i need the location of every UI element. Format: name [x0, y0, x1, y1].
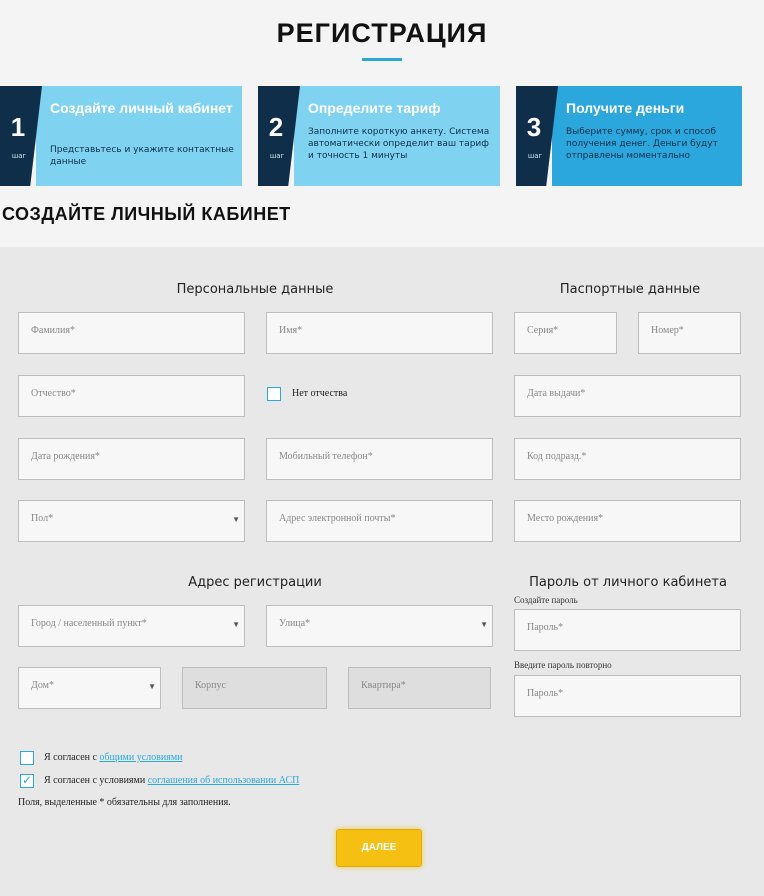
passport-number-field[interactable]: Номер* [638, 312, 741, 354]
mobile-phone-field[interactable]: Мобильный телефон* [266, 438, 493, 480]
house-select-value: Дом* [31, 680, 54, 691]
asp-agreement-prefix: Я согласен с условиями [44, 775, 148, 786]
step-1 [0, 86, 242, 186]
street-select[interactable] [266, 605, 493, 647]
password-label: Пароль от личного кабинета [529, 575, 727, 590]
password-field[interactable]: Пароль* [514, 609, 741, 651]
step-text: Выберите сумму, срок и способ получения денег. Деньги будут отправлены моментально [566, 127, 718, 161]
step-2 [258, 86, 500, 186]
general-terms-label [44, 752, 183, 763]
step-number: 1 [10, 112, 26, 142]
step-title: Определите тариф [308, 100, 441, 116]
city-select[interactable] [18, 605, 245, 647]
step-3 [516, 86, 742, 186]
chevron-down-icon: ▼ [232, 620, 240, 629]
step-number: 2 [268, 112, 284, 142]
name-field[interactable]: Имя* [266, 312, 493, 354]
patronymic-field[interactable]: Отчество* [18, 375, 245, 417]
chevron-down-icon: ▼ [148, 682, 156, 691]
passport-series-field[interactable]: Серия* [514, 312, 617, 354]
no-patronymic-label: Нет отчества [292, 388, 348, 399]
checkmark-icon: ✓ [22, 773, 33, 787]
chevron-down-icon: ▼ [480, 620, 488, 629]
general-terms-link[interactable]: общими условиями [99, 752, 183, 763]
asp-agreement-link[interactable]: соглашения об использовании АСП [147, 775, 300, 786]
step-body [552, 86, 742, 186]
gender-select[interactable] [18, 500, 245, 542]
repeat-password-field[interactable]: Пароль* [514, 675, 741, 717]
birth-place-field[interactable]: Место рождения* [514, 500, 741, 542]
step-body [294, 86, 500, 186]
no-patronymic-checkbox[interactable] [267, 387, 281, 401]
gender-select-value: Пол* [31, 513, 54, 524]
step-text: Представьтесь и укажите контактные данные [50, 145, 234, 167]
apartment-field[interactable]: Квартира* [348, 667, 491, 709]
repeat-password-label: Введите пароль повторно [514, 660, 612, 670]
issue-date-field[interactable]: Дата выдачи* [514, 375, 741, 417]
create-password-label: Создайте пароль [514, 595, 578, 605]
city-select-value: Город / населенный пункт* [31, 618, 147, 629]
page-title: РЕГИСТРАЦИЯ [276, 18, 488, 48]
next-button[interactable]: ДАЛЕЕ [336, 829, 422, 867]
chevron-down-icon: ▼ [232, 515, 240, 524]
general-terms-prefix: Я согласен с [44, 752, 100, 763]
step-title: Создайте личный кабинет [50, 100, 233, 116]
address-label: Адрес регистрации [188, 575, 322, 590]
title-underline [362, 58, 402, 61]
step-word: шаг [11, 152, 27, 160]
email-field[interactable]: Адрес электронной почты* [266, 500, 493, 542]
general-terms-checkbox[interactable] [20, 751, 34, 765]
step-body [36, 86, 242, 186]
step-word: шаг [527, 152, 543, 160]
asp-agreement-checkbox[interactable] [20, 774, 34, 788]
step-word: шаг [269, 152, 285, 160]
birth-date-field[interactable]: Дата рождения* [18, 438, 245, 480]
section-title: СОЗДАЙТЕ ЛИЧНЫЙ КАБИНЕТ [2, 204, 291, 224]
surname-field[interactable]: Фамилия* [18, 312, 245, 354]
step-text: Заполните короткую анкету. Система автоматически определит ваш тариф и точность 1 минуты [308, 127, 490, 161]
street-select-value: Улица* [279, 618, 311, 629]
required-fields-note: Поля, выделенные * обязательны для заполнения. [18, 797, 231, 808]
step-number: 3 [526, 112, 542, 142]
asp-agreement-label [44, 775, 299, 786]
passport-data-label: Паспортные данные [559, 282, 701, 297]
division-code-field[interactable]: Код подразд.* [514, 438, 741, 480]
building-field[interactable]: Корпус [182, 667, 327, 709]
step-title: Получите деньги [566, 100, 685, 116]
personal-data-label: Персональные данные [176, 282, 334, 297]
house-select[interactable] [18, 667, 161, 709]
